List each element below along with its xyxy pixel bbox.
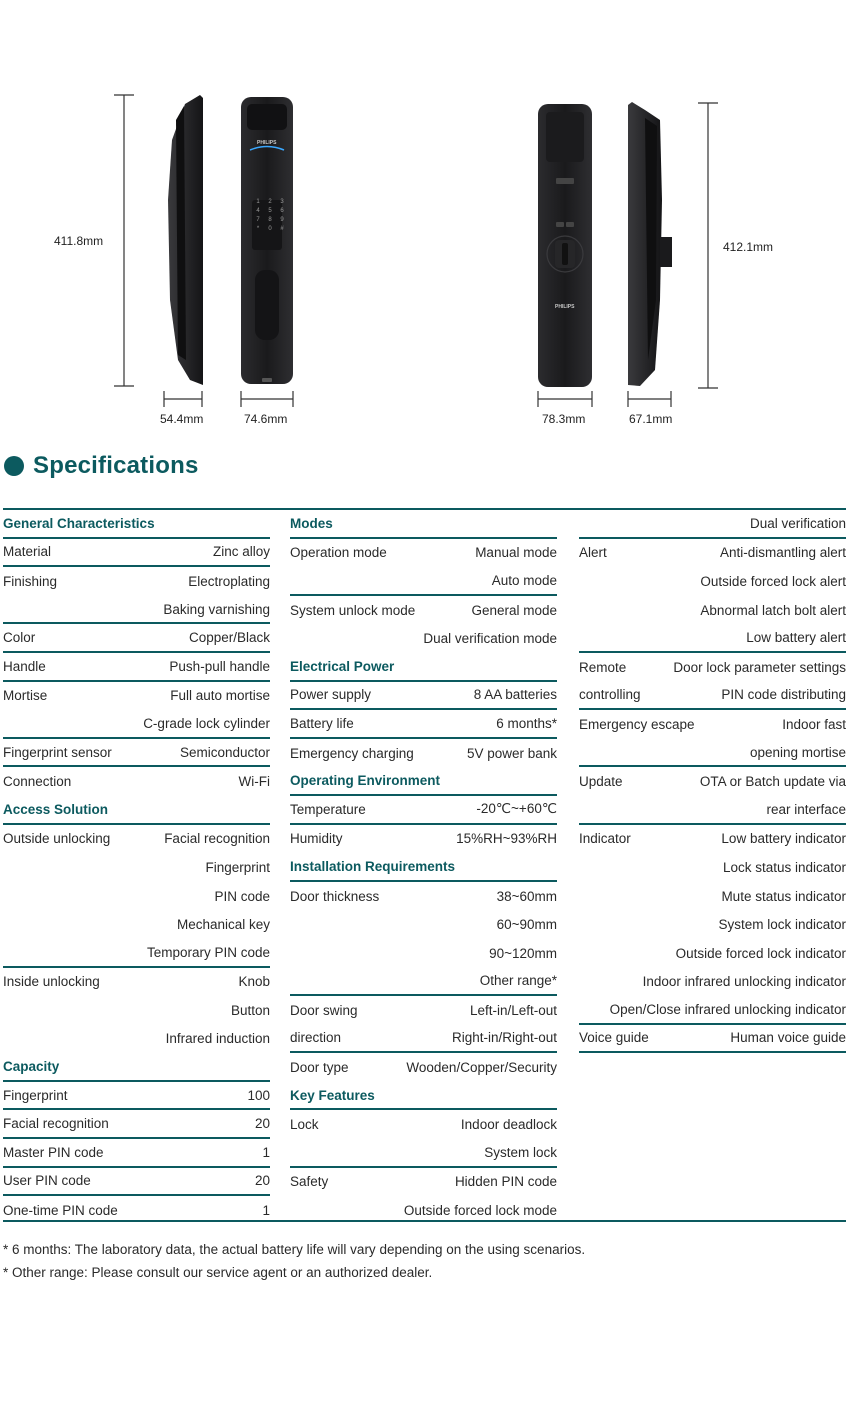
keypad-key: 4 xyxy=(256,208,260,214)
spec-value: 20 xyxy=(254,1116,270,1132)
front-brand-logo: PHILIPS xyxy=(257,140,277,146)
spec-value: 90~120mm xyxy=(489,945,557,961)
spec-row xyxy=(290,939,557,968)
spec-value: Anti-dismantling alert xyxy=(719,545,846,561)
spec-value: 1 xyxy=(262,1203,270,1219)
spec-row xyxy=(579,682,846,711)
back-height-label: 412.1mm xyxy=(723,240,774,254)
spec-row xyxy=(579,1025,846,1054)
spec-row xyxy=(290,567,557,596)
front-width-dimension-lines xyxy=(164,391,293,407)
spec-value: Facial recognition xyxy=(164,831,270,847)
spec-section-header xyxy=(3,510,270,539)
spec-label: Lock xyxy=(290,1117,319,1133)
spec-label: Door type xyxy=(290,1060,349,1076)
spec-value: PIN code xyxy=(214,888,270,904)
footnote-battery: * 6 months: The laboratory data, the actual battery life will vary depending on the using scenarios. xyxy=(3,1242,586,1257)
spec-value: System lock indicator xyxy=(718,917,846,933)
spec-value: 5V power bank xyxy=(466,745,557,761)
spec-row xyxy=(3,996,270,1025)
back-width-label: 78.3mm xyxy=(542,412,586,426)
section-header-label: Modes xyxy=(290,515,333,531)
spec-row xyxy=(579,882,846,911)
spec-value: Left-in/Left-out xyxy=(469,1002,557,1018)
spec-value: 15%RH~93%RH xyxy=(456,831,557,847)
spec-value: 20 xyxy=(254,1173,270,1189)
spec-value: -20℃~+60℃ xyxy=(476,801,557,817)
spec-value: System lock xyxy=(484,1144,557,1160)
spec-value: 60~90mm xyxy=(496,917,557,933)
heading-bullet-icon xyxy=(4,456,24,476)
spec-value: Fingerprint xyxy=(205,859,270,875)
spec-value: Indoor fast xyxy=(782,716,846,732)
spec-value: Dual verification xyxy=(749,515,846,531)
spec-label: One-time PIN code xyxy=(3,1203,118,1219)
spec-row xyxy=(3,968,270,997)
spec-row xyxy=(3,539,270,568)
product-dimension-figure xyxy=(0,0,848,440)
section-header-label: Key Features xyxy=(290,1087,375,1103)
spec-value: Mute status indicator xyxy=(721,888,846,904)
spec-row xyxy=(3,567,270,596)
spec-section-header xyxy=(290,853,557,882)
spec-value: Mechanical key xyxy=(176,917,270,933)
spec-row xyxy=(3,1025,270,1054)
spec-value: Low battery indicator xyxy=(721,831,846,847)
keypad-key: 9 xyxy=(280,217,284,223)
spec-section-header xyxy=(290,653,557,682)
spec-label: Emergency escape xyxy=(579,716,695,732)
spec-row xyxy=(290,710,557,739)
spec-row xyxy=(3,653,270,682)
spec-row xyxy=(290,682,557,711)
spec-value: Temporary PIN code xyxy=(146,944,270,960)
spec-value: Wooden/Copper/Security xyxy=(406,1060,557,1076)
spec-value: Low battery alert xyxy=(746,630,846,646)
spec-row xyxy=(3,1168,270,1197)
spec-row xyxy=(3,1082,270,1111)
spec-value: 38~60mm xyxy=(496,888,557,904)
spec-value: Wi-Fi xyxy=(238,774,270,790)
spec-value: Outside forced lock alert xyxy=(700,573,846,589)
spec-value: Semiconductor xyxy=(179,744,270,760)
spec-value: Manual mode xyxy=(475,545,557,561)
spec-row xyxy=(579,968,846,997)
spec-label: Alert xyxy=(579,545,607,561)
spec-row xyxy=(3,882,270,911)
spec-row xyxy=(3,1139,270,1168)
spec-row xyxy=(290,1053,557,1082)
spec-row xyxy=(290,910,557,939)
spec-value: Full auto mortise xyxy=(170,688,270,704)
back-panel xyxy=(538,104,592,387)
spec-label: Indicator xyxy=(579,831,631,847)
spec-row xyxy=(579,567,846,596)
spec-row xyxy=(290,1139,557,1168)
lock-drawings xyxy=(0,0,848,440)
spec-value: Door lock parameter settings xyxy=(673,659,846,675)
spec-value: Copper/Black xyxy=(188,630,270,646)
spec-label: Safety xyxy=(290,1174,329,1190)
spec-value: Right-in/Right-out xyxy=(451,1030,557,1046)
spec-label: Update xyxy=(579,774,623,790)
spec-label: Voice guide xyxy=(579,1030,649,1046)
spec-row xyxy=(579,853,846,882)
keypad-key: 3 xyxy=(280,199,284,205)
spec-row xyxy=(3,910,270,939)
spec-value: Open/Close infrared unlocking indicator xyxy=(609,1001,846,1017)
spec-row xyxy=(579,653,846,682)
back-width-dimension-lines xyxy=(538,391,671,407)
spec-row xyxy=(290,539,557,568)
spec-label: Power supply xyxy=(290,687,372,703)
spec-value: Abnormal latch bolt alert xyxy=(700,602,846,618)
spec-row xyxy=(3,853,270,882)
spec-row xyxy=(579,825,846,854)
keypad-key: 5 xyxy=(268,208,272,214)
spec-row xyxy=(579,510,846,539)
front-height-dimension-line xyxy=(114,95,134,386)
spec-label: Operation mode xyxy=(290,545,387,561)
specifications-heading xyxy=(4,452,199,480)
back-side-profile xyxy=(628,102,672,386)
spec-label: Battery life xyxy=(290,715,354,731)
keypad-key: * xyxy=(256,226,260,232)
spec-row xyxy=(579,539,846,568)
spec-section-header xyxy=(290,510,557,539)
spec-row xyxy=(3,1110,270,1139)
spec-row xyxy=(290,796,557,825)
spec-value: 6 months* xyxy=(496,715,557,731)
spec-value: Button xyxy=(230,1002,270,1018)
spec-value: C-grade lock cylinder xyxy=(143,715,270,731)
spec-row xyxy=(579,996,846,1025)
spec-label: Fingerprint sensor xyxy=(3,744,112,760)
spec-label: Mortise xyxy=(3,688,48,704)
spec-row xyxy=(579,939,846,968)
spec-label: System unlock mode xyxy=(290,602,416,618)
spec-row xyxy=(579,796,846,825)
keypad-key: # xyxy=(280,226,284,232)
spec-label: controlling xyxy=(579,687,641,703)
section-header-label: Operating Environment xyxy=(290,773,441,789)
spec-row xyxy=(3,825,270,854)
keypad-key: 1 xyxy=(256,199,260,205)
spec-label: Emergency charging xyxy=(290,745,414,761)
spec-section-header xyxy=(290,767,557,796)
spec-row xyxy=(290,1025,557,1054)
spec-value: 1 xyxy=(262,1144,270,1160)
front-depth-label: 54.4mm xyxy=(160,412,204,426)
spec-value: Baking varnishing xyxy=(163,601,270,617)
spec-row xyxy=(579,596,846,625)
spec-column-3 xyxy=(579,510,846,1053)
keypad-key: 8 xyxy=(268,217,272,223)
spec-label: Door thickness xyxy=(290,888,380,904)
spec-label: Humidity xyxy=(290,831,343,847)
front-height-label: 411.8mm xyxy=(54,234,104,248)
spec-row xyxy=(290,739,557,768)
front-width-label: 74.6mm xyxy=(244,412,288,426)
spec-value: Human voice guide xyxy=(730,1030,846,1046)
spec-label: Master PIN code xyxy=(3,1144,104,1160)
spec-value: PIN code distributing xyxy=(721,687,846,703)
spec-value: Hidden PIN code xyxy=(454,1174,557,1190)
spec-value: opening mortise xyxy=(749,744,846,760)
spec-row xyxy=(579,710,846,739)
spec-row xyxy=(579,910,846,939)
keypad-key: 2 xyxy=(268,199,272,205)
spec-value: Auto mode xyxy=(491,572,557,588)
spec-value: Infrared induction xyxy=(165,1031,270,1047)
spec-value: Outside forced lock indicator xyxy=(675,945,846,961)
spec-label: Door swing xyxy=(290,1002,358,1018)
spec-column-1 xyxy=(3,510,270,1225)
spec-label: Connection xyxy=(3,774,72,790)
spec-value: Dual verification mode xyxy=(423,631,557,647)
spec-value: Push-pull handle xyxy=(169,658,270,674)
spec-label: Color xyxy=(3,630,36,646)
spec-row xyxy=(579,624,846,653)
front-side-profile xyxy=(168,95,203,385)
spec-row xyxy=(290,882,557,911)
back-height-dimension-line xyxy=(698,103,718,388)
footnotes xyxy=(3,1238,585,1284)
spec-label: Outside unlocking xyxy=(3,831,111,847)
spec-value: rear interface xyxy=(766,801,846,817)
spec-label: Finishing xyxy=(3,573,58,589)
spec-row xyxy=(290,624,557,653)
spec-row xyxy=(290,1196,557,1225)
section-title: Specifications xyxy=(33,452,199,479)
spec-value: Outside forced lock mode xyxy=(403,1203,557,1219)
spec-section-header xyxy=(290,1082,557,1111)
spec-row xyxy=(3,624,270,653)
keypad-key: 0 xyxy=(268,226,272,232)
spec-value: General mode xyxy=(471,602,557,618)
spec-value: Zinc alloy xyxy=(212,544,270,560)
spec-row xyxy=(3,1196,270,1225)
spec-value: Electroplating xyxy=(188,573,270,589)
keypad-key: 6 xyxy=(280,208,284,214)
section-header-label: Access Solution xyxy=(3,801,109,817)
spec-row xyxy=(3,939,270,968)
spec-label: direction xyxy=(290,1030,342,1046)
section-header-label: Electrical Power xyxy=(290,658,395,674)
spec-label: Facial recognition xyxy=(3,1116,109,1132)
spec-column-2 xyxy=(290,510,557,1225)
spec-row xyxy=(290,1168,557,1197)
spec-value: Other range* xyxy=(479,973,557,989)
keypad-key: 7 xyxy=(256,217,260,223)
spec-row xyxy=(290,1110,557,1139)
spec-section-header xyxy=(3,796,270,825)
spec-row xyxy=(290,996,557,1025)
spec-row xyxy=(290,825,557,854)
spec-row xyxy=(290,596,557,625)
spec-row xyxy=(579,767,846,796)
section-header-label: General Characteristics xyxy=(3,515,155,531)
spec-row xyxy=(3,767,270,796)
spec-value: 100 xyxy=(247,1087,270,1103)
spec-value: Indoor deadlock xyxy=(460,1117,557,1133)
back-brand-logo: PHILIPS xyxy=(555,304,575,310)
spec-row xyxy=(579,739,846,768)
specifications-table xyxy=(3,508,846,1222)
spec-label: Remote xyxy=(579,659,627,675)
spec-section-header xyxy=(3,1053,270,1082)
front-keypad xyxy=(252,199,288,232)
spec-label: Handle xyxy=(3,658,46,674)
spec-row xyxy=(3,739,270,768)
spec-label: Fingerprint xyxy=(3,1087,68,1103)
spec-row xyxy=(3,682,270,711)
spec-label: User PIN code xyxy=(3,1173,91,1189)
footnote-range: * Other range: Please consult our service agent or an authorized dealer. xyxy=(3,1265,433,1280)
spec-value: Indoor infrared unlocking indicator xyxy=(642,974,846,990)
back-depth-label: 67.1mm xyxy=(629,412,673,426)
spec-label: Material xyxy=(3,544,52,560)
spec-value: OTA or Batch update via xyxy=(699,774,846,790)
section-header-label: Capacity xyxy=(3,1059,60,1075)
spec-value: Lock status indicator xyxy=(722,859,846,875)
spec-row xyxy=(3,596,270,625)
spec-row xyxy=(3,710,270,739)
spec-row xyxy=(290,968,557,997)
spec-value: 8 AA batteries xyxy=(473,687,557,703)
spec-label: Temperature xyxy=(290,801,366,817)
spec-value: Knob xyxy=(238,974,270,990)
section-header-label: Installation Requirements xyxy=(290,858,456,874)
spec-label: Inside unlocking xyxy=(3,974,100,990)
